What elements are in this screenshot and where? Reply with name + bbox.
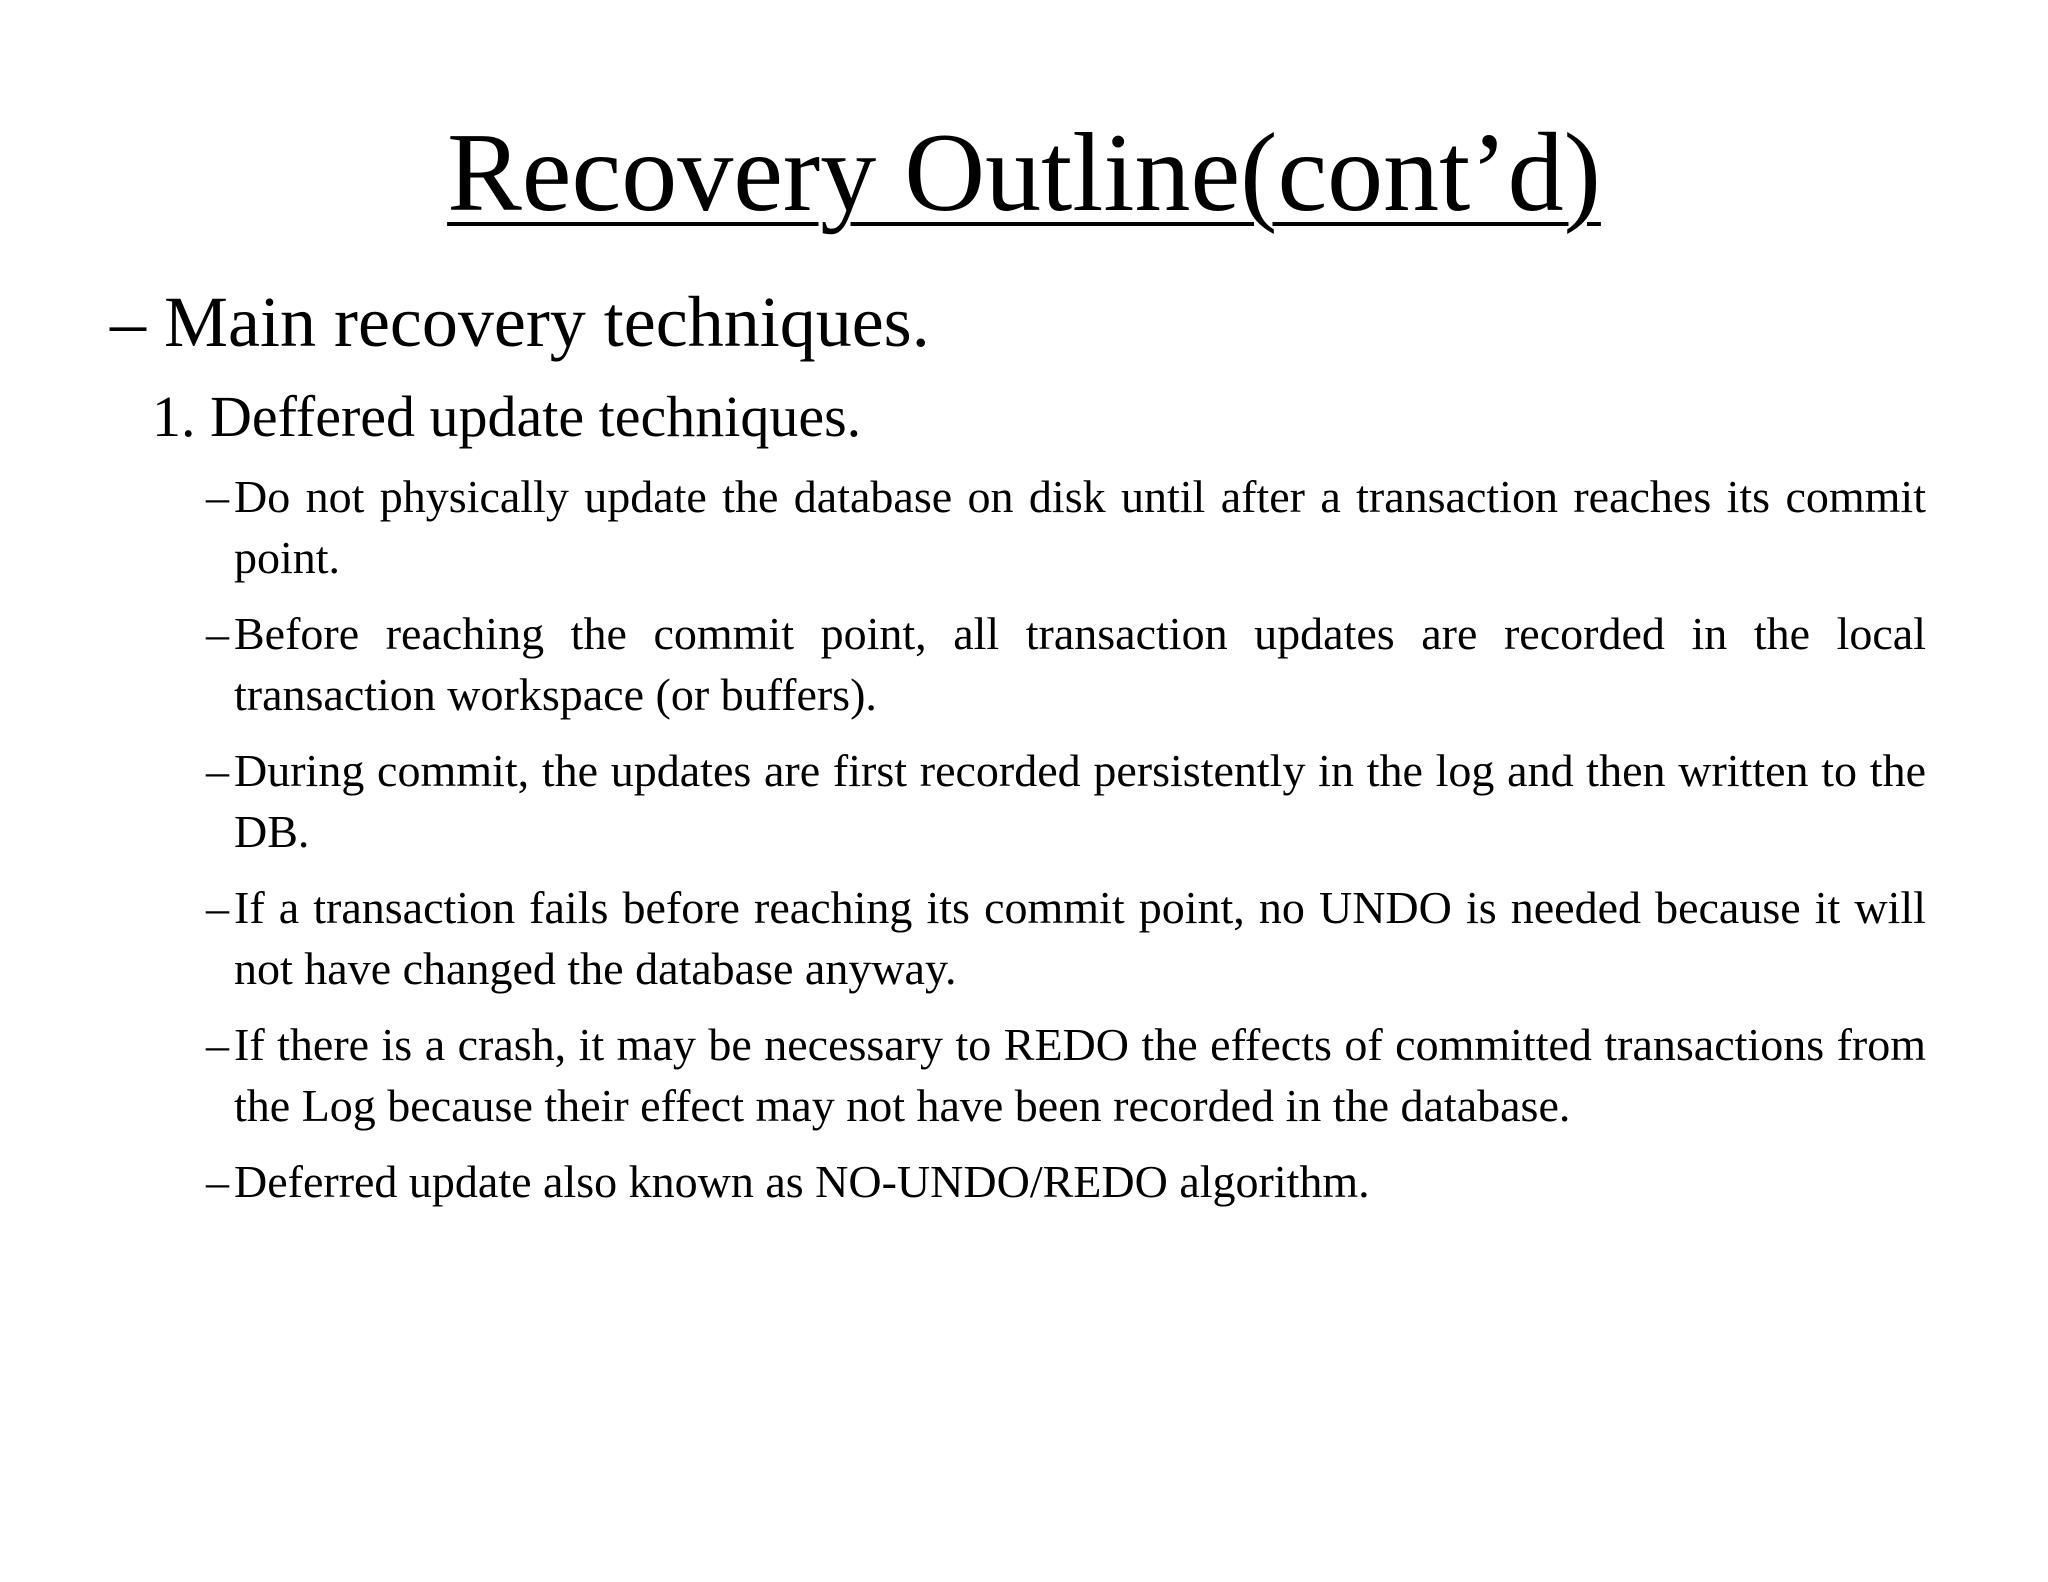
- slide-title: Recovery Outline(cont’d): [447, 111, 1601, 235]
- bullet-item: [208, 466, 1926, 588]
- bullet-item: [208, 603, 1926, 725]
- bullet-text: Do not physically update the database on disk until after a transaction reaches its commit point.: [234, 471, 1926, 583]
- bullet-text: Deferred update also known as NO-UNDO/REDO algorithm.: [234, 1156, 1370, 1207]
- bullet-dash: –: [206, 1019, 229, 1070]
- bullet-item: [208, 740, 1926, 862]
- main-recovery-techniques-heading: – Main recovery techniques.: [110, 282, 930, 362]
- bullet-text: If a transaction fails before reaching its commit point, no UNDO is needed because it will not have changed the database anyway.: [234, 882, 1926, 994]
- bullet-dash: –: [206, 608, 229, 659]
- bullet-text: During commit, the updates are first recorded persistently in the log and then written to the DB.: [234, 745, 1926, 857]
- bullet-dash: –: [206, 745, 229, 796]
- bullet-text: Before reaching the commit point, all transaction updates are recorded in the local transaction workspace (or buffers).: [234, 608, 1926, 720]
- bullet-text: If there is a crash, it may be necessary to REDO the effects of committed transactions from the Log because their effect may not have been recorded in the database.: [234, 1019, 1926, 1131]
- bullet-item: [208, 877, 1926, 999]
- bullet-item: [208, 1014, 1926, 1136]
- bullet-item: [208, 1151, 1926, 1212]
- bullet-dash: –: [206, 471, 229, 522]
- bullet-dash: –: [206, 1156, 229, 1207]
- bullet-list: [208, 466, 1926, 1227]
- deferred-update-subheading: 1. Deffered update techniques.: [152, 384, 862, 449]
- bullet-dash: –: [206, 882, 229, 933]
